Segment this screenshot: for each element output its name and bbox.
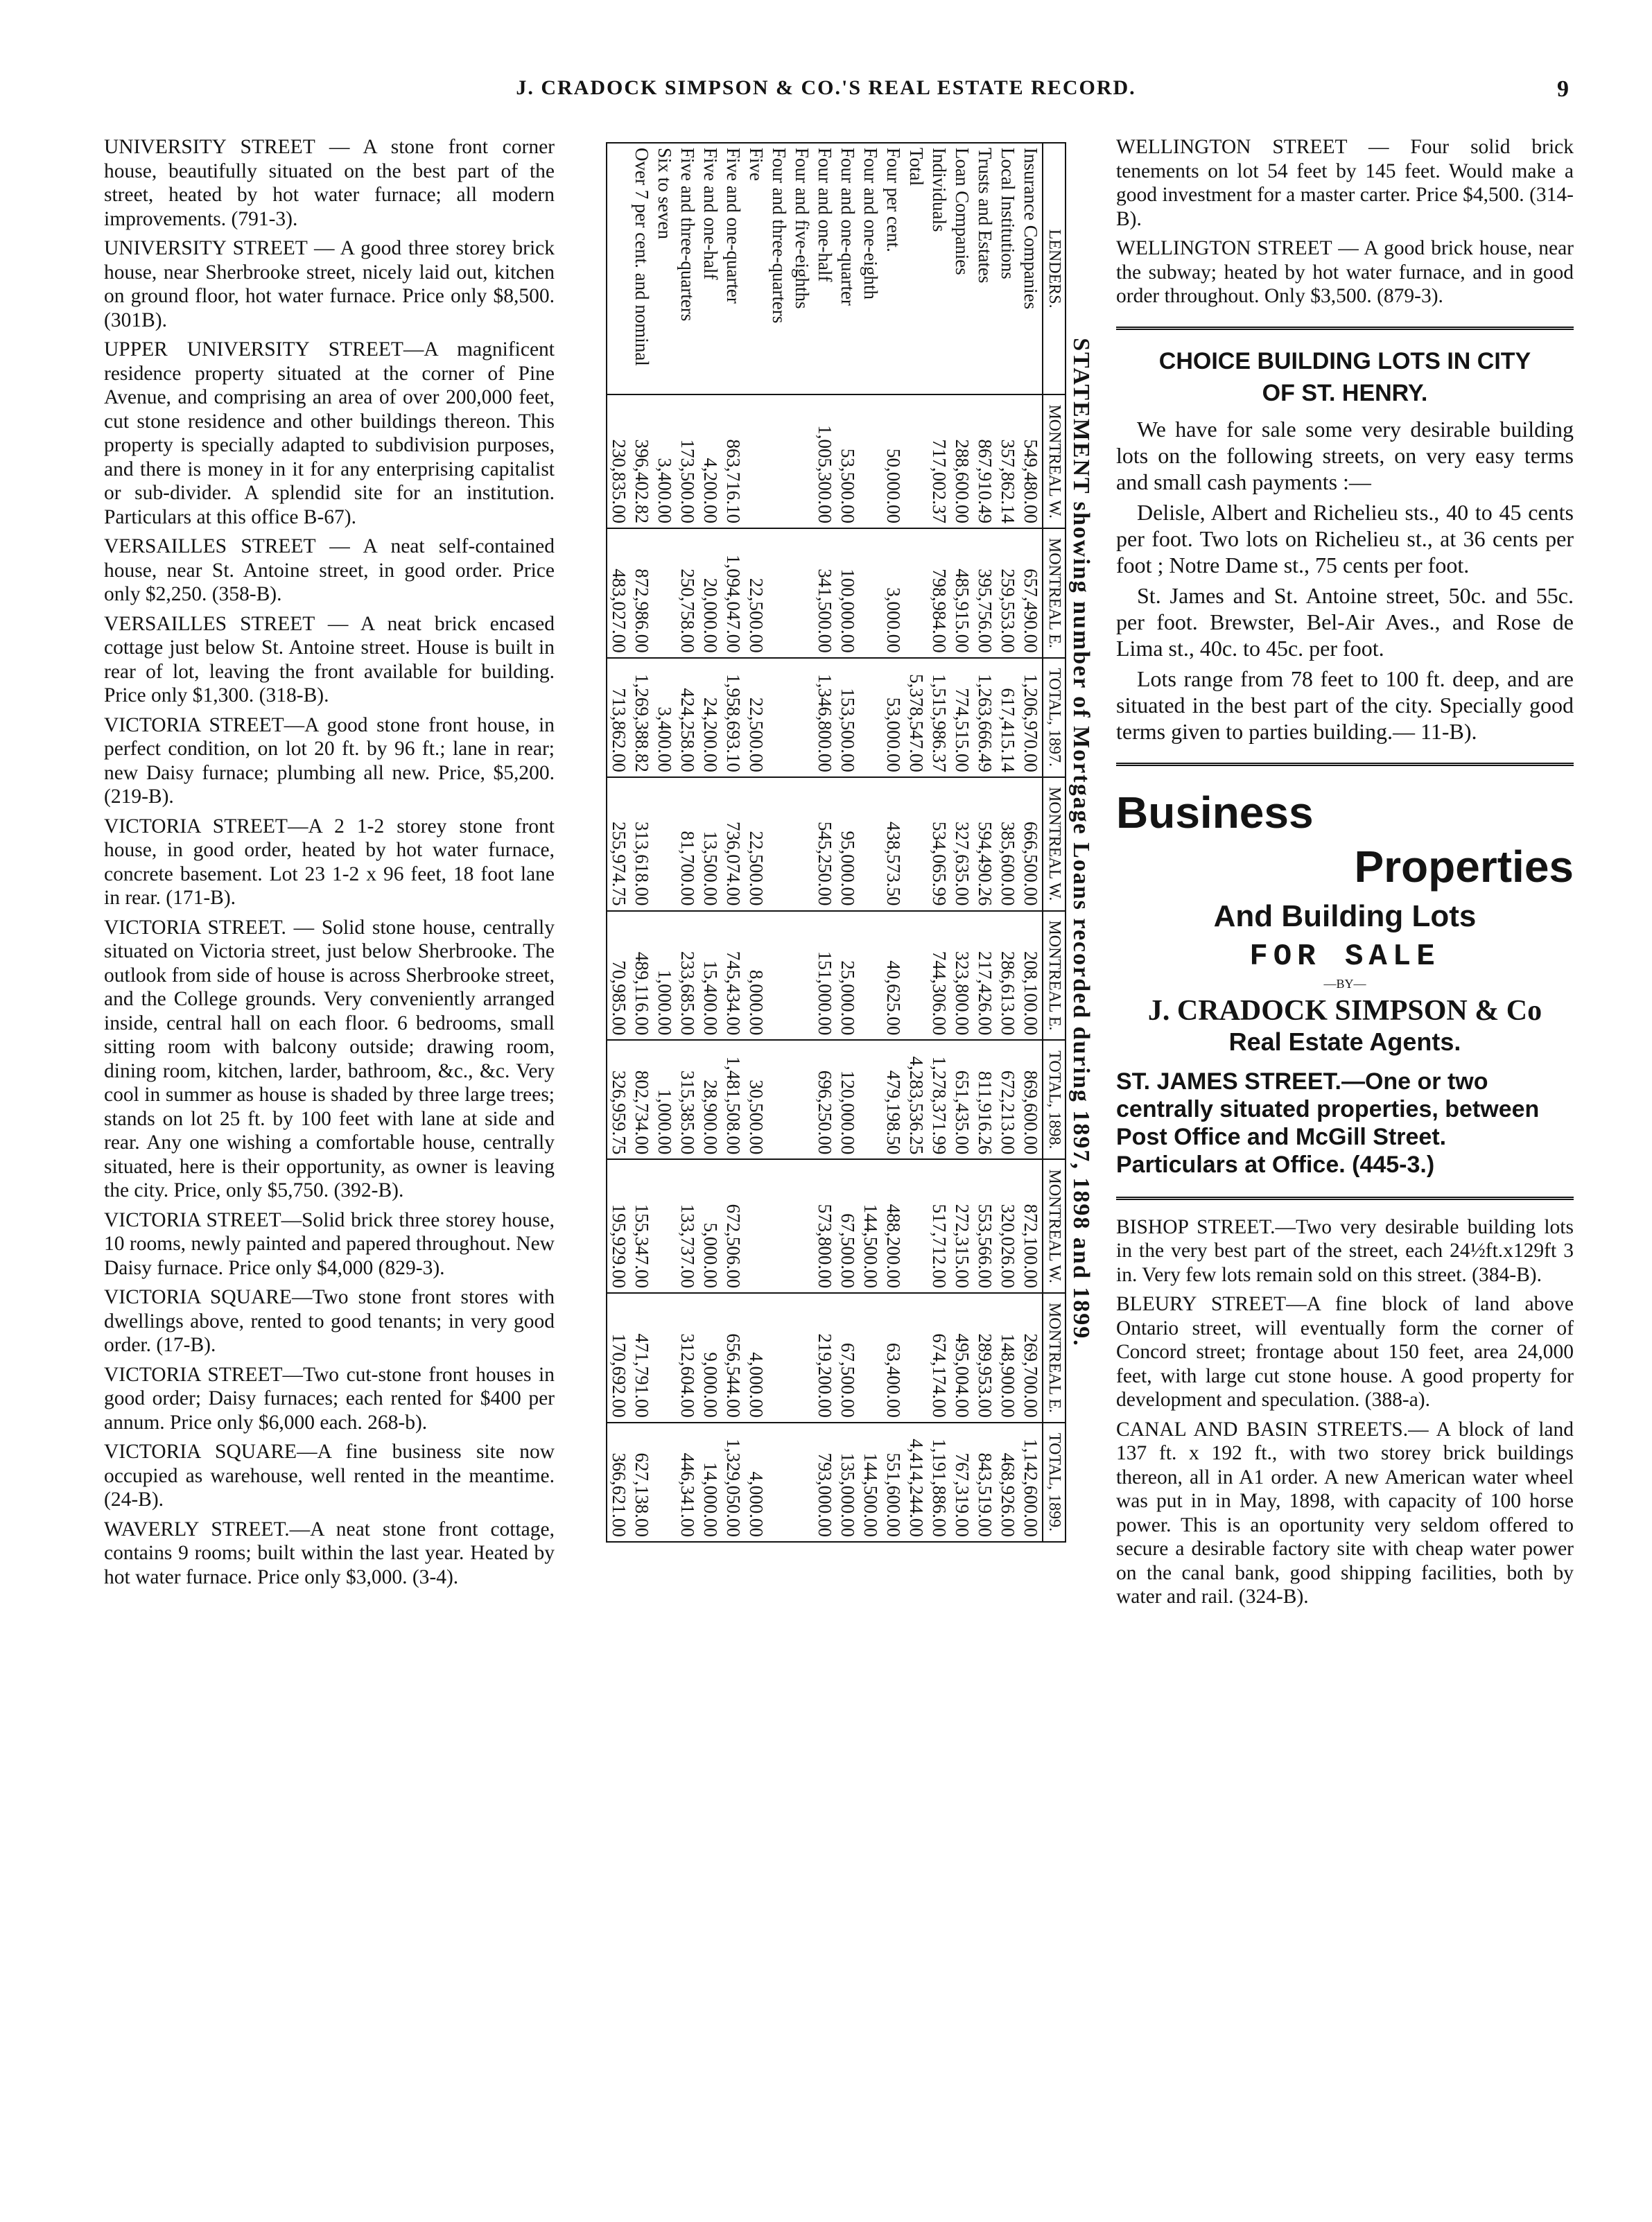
table-cell: 1,191,886.00 [928, 1423, 950, 1542]
row-label: Six to seven [653, 143, 676, 394]
column-header: TOTAL, 1899. [1043, 1423, 1066, 1542]
row-label: Four and one-eighth [859, 143, 882, 394]
table-cell: 446,341.00 [676, 1423, 699, 1542]
table-cell: 736,074.00 [722, 777, 745, 911]
column-header: MONTREAL E. [1043, 528, 1066, 658]
table-cell: 255,974.75 [607, 777, 630, 911]
listing-12: WAVERLY STREET.—A neat stone front cottage, contains 9 rooms; built within the last year. Heated by hot water furnace. Price only $3,000. (3-4). [104, 1518, 555, 1588]
column-header: MONTREAL W. [1043, 394, 1066, 528]
table-cell [767, 911, 790, 1041]
table-cell: 67,500.00 [836, 1293, 859, 1423]
lots-heading-line-2: OF ST. HENRY. [1262, 379, 1428, 406]
table-cell: 233,685.00 [676, 911, 699, 1041]
table-cell: 872,100.00 [1019, 1159, 1043, 1293]
table-row [905, 143, 928, 1542]
table-cell: 395,756.00 [973, 528, 996, 658]
table-cell [767, 1293, 790, 1423]
table-cell: 573,800.00 [813, 1159, 836, 1293]
row-label: Trusts and Estates [973, 143, 996, 394]
table-cell: 767,319.00 [950, 1423, 973, 1542]
table-cell: 269,700.00 [1019, 1293, 1043, 1423]
table-cell [905, 528, 928, 658]
table-cell: 483,027.00 [607, 528, 630, 658]
table-cell: 1,481,508.00 [722, 1040, 745, 1159]
lots-heading [1116, 345, 1574, 409]
listing-bleury: BLEURY STREET—A fine block of land above Ontario street, will eventually form the corner of Concord street; frontage about 150 feet, area 24,000 feet, with large cut stone house. A good property for development and speculation. (388-a). [1116, 1293, 1574, 1411]
st-james-listing: ST. JAMES STREET.—One or two centrally situated properties, between Post Office and McGill Street. Particulars at Office. (445-3.) [1116, 1068, 1540, 1178]
table-cell: 811,916.26 [973, 1040, 996, 1159]
table-cell: 3,400.00 [653, 658, 676, 777]
table-cell: 289,953.00 [973, 1293, 996, 1423]
row-label [607, 143, 630, 394]
table-cell: 672,506.00 [722, 1159, 745, 1293]
listing-wellington-2: WELLINGTON STREET — A good brick house, near the subway; heated by hot water furnace, and in good order throughout. Only $3,500. (879-3). [1116, 237, 1574, 307]
table-cell: 4,283,536.25 [905, 1040, 928, 1159]
row-label: Four and five-eighths [790, 143, 813, 394]
left-column [104, 135, 555, 1595]
table-cell: 14,000.00 [699, 1423, 722, 1542]
table-cell: 144,500.00 [859, 1159, 882, 1293]
table-cell: 867,910.49 [973, 394, 996, 528]
table-cell: 843,519.00 [973, 1423, 996, 1542]
table-cell: 272,315.00 [950, 1159, 973, 1293]
table-cell: 259,553.00 [996, 528, 1019, 658]
table-cell: 30,500.00 [745, 1040, 767, 1159]
table-cell: 551,600.00 [882, 1423, 905, 1542]
table-cell: 4,414,244.00 [905, 1423, 928, 1542]
column-header: MONTREAL E. [1043, 911, 1066, 1041]
table-cell: 479,198.50 [882, 1040, 905, 1159]
table-cell: 1,000.00 [653, 911, 676, 1041]
business-heading-1: Business [1116, 787, 1314, 837]
table-cell: 485,915.00 [950, 528, 973, 658]
table-cell: 1,515,986.37 [928, 658, 950, 777]
lots-paragraph: Delisle, Albert and Richelieu sts., 40 to 45 cents per foot. Two lots on Richelieu st., at 36 cents per foot ; Notre Dame st., 75 cents per foot. [1116, 499, 1574, 578]
by-label: —BY— [1323, 976, 1366, 991]
table-cell: 315,385.00 [676, 1040, 699, 1159]
listing-canal-basin: CANAL AND BASIN STREETS.— A block of land 137 ft. x 192 ft., with two storey brick buildings thereon, all in A1 order. A new American water wheel was put in in May, 1898, with capacity of 100 horse power. This is an oportunity very seldom offered to secure a desirable factory site with cheap water power on the canal bank, good shipping facilities, both by water and rail. (324-B). [1116, 1418, 1574, 1608]
table-cell: 3,000.00 [882, 528, 905, 658]
lots-paragraph: St. James and St. Antoine street, 50c. and 55c. per foot. Brewster, Bel-Air Aves., and Rose de Lima st., 40c. to 45c. per foot. [1116, 582, 1574, 661]
table-cell [905, 911, 928, 1041]
row-label: Over 7 per cent. and nominal [630, 143, 653, 394]
table-cell: 594,490.26 [973, 777, 996, 911]
listing-1: UNIVERSITY STREET — A good three storey brick house, near Sherbrooke street, nicely laid out, kitchen on ground floor, hot water furnace. Price only $8,500. (301B). [104, 237, 555, 331]
table-cell: 745,434.00 [722, 911, 745, 1041]
table-cell: 286,613.00 [996, 911, 1019, 1041]
table-cell: 534,065.99 [928, 777, 950, 911]
row-label: Insurance Companies [1019, 143, 1043, 394]
table-cell: 717,002.37 [928, 394, 950, 528]
table-cell: 50,000.00 [882, 394, 905, 528]
double-rule [1116, 327, 1574, 330]
table-cell: 40,625.00 [882, 911, 905, 1041]
table-cell: 468,926.00 [996, 1423, 1019, 1542]
table-cell [905, 777, 928, 911]
table-cell [790, 394, 813, 528]
table-cell [745, 394, 767, 528]
table-cell: 133,737.00 [676, 1159, 699, 1293]
table-cell: 656,544.00 [722, 1293, 745, 1423]
row-label: Four and three-quarters [767, 143, 790, 394]
table-cell: 1,206,970.00 [1019, 658, 1043, 777]
table-row [859, 143, 882, 1542]
table-cell [653, 1293, 676, 1423]
table-cell: 713,862.00 [607, 658, 630, 777]
table-row [676, 143, 699, 1542]
table-cell: 341,500.00 [813, 528, 836, 658]
table-cell [767, 1159, 790, 1293]
table-cell: 5,378,547.00 [905, 658, 928, 777]
table-cell: 250,758.00 [676, 528, 699, 658]
listing-5: VICTORIA STREET—A good stone front house, in perfect condition, on lot 20 ft. by 96 ft.; lane in rear; new Daisy furnace; plumbing all new. Price, $5,200. (219-B). [104, 713, 555, 808]
row-label: Five and one-quarter [722, 143, 745, 394]
column-header: TOTAL, 1897. [1043, 658, 1066, 777]
table-cell: 312,604.00 [676, 1293, 699, 1423]
listing-3: VERSAILLES STREET — A neat self-contained house, near St. Antoine street, in good order. Price only $2,250. (358-B). [104, 535, 555, 605]
table-row [653, 143, 676, 1542]
table-cell: 802,734.00 [630, 1040, 653, 1159]
table-cell [767, 658, 790, 777]
table-cell: 8,000.00 [745, 911, 767, 1041]
table-cell: 1,094,047.00 [722, 528, 745, 658]
table-cell: 151,000.00 [813, 911, 836, 1041]
row-label: Local Institutions [996, 143, 1019, 394]
table-cell [653, 528, 676, 658]
row-label: Four and one-half [813, 143, 836, 394]
table-cell: 863,716.10 [722, 394, 745, 528]
table-cell: 3,400.00 [653, 394, 676, 528]
table-cell: 471,791.00 [630, 1293, 653, 1423]
statement-table [606, 142, 1066, 1543]
table-cell: 144,500.00 [859, 1423, 882, 1542]
statement-header-row [1043, 143, 1066, 1542]
table-cell: 22,500.00 [745, 777, 767, 911]
table-cell [790, 1293, 813, 1423]
table-cell: 208,100.00 [1019, 911, 1043, 1041]
table-row [882, 143, 905, 1542]
table-cell: 100,000.00 [836, 528, 859, 658]
listing-4: VERSAILLES STREET — A neat brick encased cottage just below St. Antoine street. House is built in rear of lot, leaving the front available for building. Price only $1,300. (318-B). [104, 612, 555, 706]
table-cell: 495,004.00 [950, 1293, 973, 1423]
listing-2: UPPER UNIVERSITY STREET—A magnificent residence property situated at the corner of Pine Avenue, and comprising an area of over 200,000 feet, cut stone residence and other buildings thereon. This property is specially adapted to subdivision purposes, and there is money in it for any enterprising capitalist or sub-divider. A splendid site for an institution. Particulars at this office B-67). [104, 338, 555, 528]
table-cell: 22,500.00 [745, 658, 767, 777]
double-rule [1116, 1197, 1574, 1200]
table-cell: 25,000.00 [836, 911, 859, 1041]
table-row [973, 143, 996, 1542]
column-header: LENDERS. [1043, 143, 1066, 394]
table-cell: 489,116.00 [630, 911, 653, 1041]
table-cell: 674,174.00 [928, 1293, 950, 1423]
table-cell [790, 1040, 813, 1159]
row-label: Total [905, 143, 928, 394]
table-cell: 9,000.00 [699, 1293, 722, 1423]
table-cell [653, 1159, 676, 1293]
table-cell: 20,000.00 [699, 528, 722, 658]
table-cell: 15,400.00 [699, 911, 722, 1041]
table-cell: 135,000.00 [836, 1423, 859, 1542]
for-sale-label: FOR SALE [1249, 939, 1441, 974]
business-subheading: And Building Lots [1213, 899, 1477, 933]
table-cell [653, 777, 676, 911]
table-cell: 1,269,388.82 [630, 658, 653, 777]
table-cell: 438,573.50 [882, 777, 905, 911]
table-row [699, 143, 722, 1542]
right-column [1116, 135, 1574, 1615]
table-cell: 1,346,800.00 [813, 658, 836, 777]
table-cell: 120,000.00 [836, 1040, 859, 1159]
table-row [996, 143, 1019, 1542]
row-label: Four and one-quarter [836, 143, 859, 394]
table-cell: 657,490.00 [1019, 528, 1043, 658]
row-label: Five and three-quarters [676, 143, 699, 394]
table-cell: 13,500.00 [699, 777, 722, 911]
table-cell [767, 777, 790, 911]
table-cell: 4,200.00 [699, 394, 722, 528]
table-cell [767, 1423, 790, 1542]
table-cell: 517,712.00 [928, 1159, 950, 1293]
table-cell: 627,138.00 [630, 1423, 653, 1542]
table-cell: 217,426.00 [973, 911, 996, 1041]
table-cell: 5,000.00 [699, 1159, 722, 1293]
listing-6: VICTORIA STREET—A 2 1-2 storey stone front house, in good order, heated by hot water furnace, concrete basement. Lot 23 1-2 x 96 feet, 18 foot lane in rear. (171-B). [104, 815, 555, 909]
table-cell [905, 394, 928, 528]
statement-body [607, 143, 1043, 1542]
table-row [767, 143, 790, 1542]
listing-0: UNIVERSITY STREET — A stone front corner house, beautifully situated on the best part of the street, heated by hot water furnace; all modern improvements. (791-3). [104, 136, 555, 230]
listing-9: VICTORIA SQUARE—Two stone front stores with dwellings above, rented to good tenants; in very good order. (17-B). [104, 1286, 555, 1356]
table-cell: 357,862.14 [996, 394, 1019, 528]
row-label: Five [745, 143, 767, 394]
table-row [813, 143, 836, 1542]
table-cell: 666,500.00 [1019, 777, 1043, 911]
row-label: Individuals [928, 143, 950, 394]
business-heading-2: Properties [1354, 841, 1574, 892]
table-cell: 327,635.00 [950, 777, 973, 911]
table-cell [859, 777, 882, 911]
table-row [630, 143, 653, 1542]
row-label: Four per cent. [882, 143, 905, 394]
mortgage-statement-rotated [584, 142, 1094, 1543]
table-cell: 696,250.00 [813, 1040, 836, 1159]
table-row [836, 143, 859, 1542]
table-row [607, 143, 630, 1542]
table-cell [859, 911, 882, 1041]
statement-title: STATEMENT showing number of Mortgage Loans recorded during 1897, 1898 and 1899. [1068, 338, 1094, 1347]
listing-wellington-1: WELLINGTON STREET — Four solid brick tenements on lot 54 feet by 145 feet. Would make a good investment for a master carter. Price $4,500. (314-B). [1116, 136, 1574, 230]
table-cell: 545,250.00 [813, 777, 836, 911]
table-cell [767, 528, 790, 658]
table-cell [790, 528, 813, 658]
table-cell: 63,400.00 [882, 1293, 905, 1423]
listing-bishop: BISHOP STREET.—Two very desirable building lots in the very best part of the street, each 24½ft.x129ft 3 in. Very few lots remain sold on this street. (384-B). [1116, 1215, 1574, 1286]
table-cell: 672,213.00 [996, 1040, 1019, 1159]
table-cell: 4,000.00 [745, 1293, 767, 1423]
table-cell [767, 1040, 790, 1159]
table-cell: 798,984.00 [928, 528, 950, 658]
table-cell: 1,958,693.10 [722, 658, 745, 777]
table-cell: 195,929.00 [607, 1159, 630, 1293]
table-cell: 1,000.00 [653, 1040, 676, 1159]
listing-11: VICTORIA SQUARE—A fine business site now occupied as warehouse, well rented in the meantime. (24-B). [104, 1441, 555, 1511]
table-cell: 70,985.00 [607, 911, 630, 1041]
column-header: TOTAL, 1898. [1043, 1040, 1066, 1159]
listing-7: VICTORIA STREET. — Solid stone house, centrally situated on Victoria street, just below Sherbrooke. The outlook from side of house is across Sherbrooke street, and the College grounds. Very conveniently arranged inside, central hall on each floor. 6 bedrooms, small sitting room with balcony outside; drawing room, dining room, kitchen, larder, bathroom, &c., &c. Very cool in summer as house is shaded by three large trees; stands on lot 25 ft. by 100 feet with lane at side and rear. Any one wishing a comfortable house, centrally situated, here is their opportunity, as owner is leaving the city. Price, only $5,750. (392-B). [104, 916, 555, 1201]
table-cell: 1,329,050.00 [722, 1423, 745, 1542]
table-cell: 651,435.00 [950, 1040, 973, 1159]
table-cell [859, 1040, 882, 1159]
listing-10: VICTORIA STREET—Two cut-stone front houses in good order; Daisy furnaces; each rented for $400 per annum. Price only $6,000 each. 268-b). [104, 1363, 555, 1434]
table-cell: 170,692.00 [607, 1293, 630, 1423]
table-row [722, 143, 745, 1542]
table-cell: 148,900.00 [996, 1293, 1019, 1423]
table-cell [790, 911, 813, 1041]
table-cell: 366,621.00 [607, 1423, 630, 1542]
table-cell: 744,306.00 [928, 911, 950, 1041]
table-cell: 67,500.00 [836, 1159, 859, 1293]
table-cell: 774,515.00 [950, 658, 973, 777]
column-header: MONTREAL W. [1043, 1159, 1066, 1293]
table-cell [745, 1159, 767, 1293]
table-cell: 553,566.00 [973, 1159, 996, 1293]
table-cell [905, 1159, 928, 1293]
lots-paragraph: We have for sale some very desirable building lots on the following streets, on very easy terms and small cash payments :— [1116, 416, 1574, 494]
table-cell [859, 394, 882, 528]
table-cell [859, 528, 882, 658]
table-cell: 869,600.00 [1019, 1040, 1043, 1159]
table-cell: 872,986.00 [630, 528, 653, 658]
table-cell: 28,900.00 [699, 1040, 722, 1159]
table-cell: 219,200.00 [813, 1293, 836, 1423]
table-cell: 313,618.00 [630, 777, 653, 911]
table-row [928, 143, 950, 1542]
table-cell [790, 1159, 813, 1293]
table-cell: 323,800.00 [950, 911, 973, 1041]
table-cell: 155,347.00 [630, 1159, 653, 1293]
listing-8: VICTORIA STREET—Solid brick three storey house, 10 rooms, newly painted and papered throughout. New Daisy furnace. Price only $4,000 (829-3). [104, 1208, 555, 1279]
table-cell: 617,415.14 [996, 658, 1019, 777]
table-cell: 153,500.00 [836, 658, 859, 777]
table-cell: 1,005,300.00 [813, 394, 836, 528]
table-cell: 549,480.00 [1019, 394, 1043, 528]
table-cell: 424,258.00 [676, 658, 699, 777]
table-cell: 230,835.00 [607, 394, 630, 528]
table-cell [905, 1293, 928, 1423]
table-row [790, 143, 813, 1542]
table-cell: 1,278,371.99 [928, 1040, 950, 1159]
column-header: MONTREAL W. [1043, 777, 1066, 911]
lots-heading-line-1: CHOICE BUILDING LOTS IN CITY [1158, 347, 1531, 374]
table-cell: 173,500.00 [676, 394, 699, 528]
agency-tagline: Real Estate Agents. [1228, 1027, 1461, 1056]
table-cell: 396,402.82 [630, 394, 653, 528]
table-cell: 53,500.00 [836, 394, 859, 528]
page-number: 9 [1557, 76, 1569, 102]
table-cell [790, 777, 813, 911]
table-cell: 4,000.00 [745, 1423, 767, 1542]
agency-name: J. CRADOCK SIMPSON & Co [1147, 994, 1542, 1027]
table-cell [859, 658, 882, 777]
table-cell: 488,200.00 [882, 1159, 905, 1293]
table-cell [790, 658, 813, 777]
table-cell: 22,500.00 [745, 528, 767, 658]
table-cell: 1,263,666.49 [973, 658, 996, 777]
table-cell: 53,000.00 [882, 658, 905, 777]
table-cell: 326,959.75 [607, 1040, 630, 1159]
table-cell [767, 394, 790, 528]
column-header: MONTREAL E. [1043, 1293, 1066, 1423]
table-cell: 288,600.00 [950, 394, 973, 528]
table-row [1019, 143, 1043, 1542]
lots-paragraph: Lots range from 78 feet to 100 ft. deep, and are situated in the best part of the city. Specially good terms given to parties building.— 11-B). [1116, 666, 1574, 744]
table-cell: 1,142,600.00 [1019, 1423, 1043, 1542]
table-cell: 793,000.00 [813, 1423, 836, 1542]
table-cell: 81,700.00 [676, 777, 699, 911]
table-row [745, 143, 767, 1542]
table-cell [653, 1423, 676, 1542]
double-rule [1116, 763, 1574, 766]
page-header: J. CRADOCK SIMPSON & CO.'S REAL ESTATE RECORD. [516, 76, 1136, 99]
table-cell [790, 1423, 813, 1542]
row-label: Five and one-half [699, 143, 722, 394]
table-cell: 385,600.00 [996, 777, 1019, 911]
table-cell: 24,200.00 [699, 658, 722, 777]
table-cell [859, 1293, 882, 1423]
row-label: Loan Companies [950, 143, 973, 394]
table-cell: 320,026.00 [996, 1159, 1019, 1293]
table-cell: 95,000.00 [836, 777, 859, 911]
table-row [950, 143, 973, 1542]
